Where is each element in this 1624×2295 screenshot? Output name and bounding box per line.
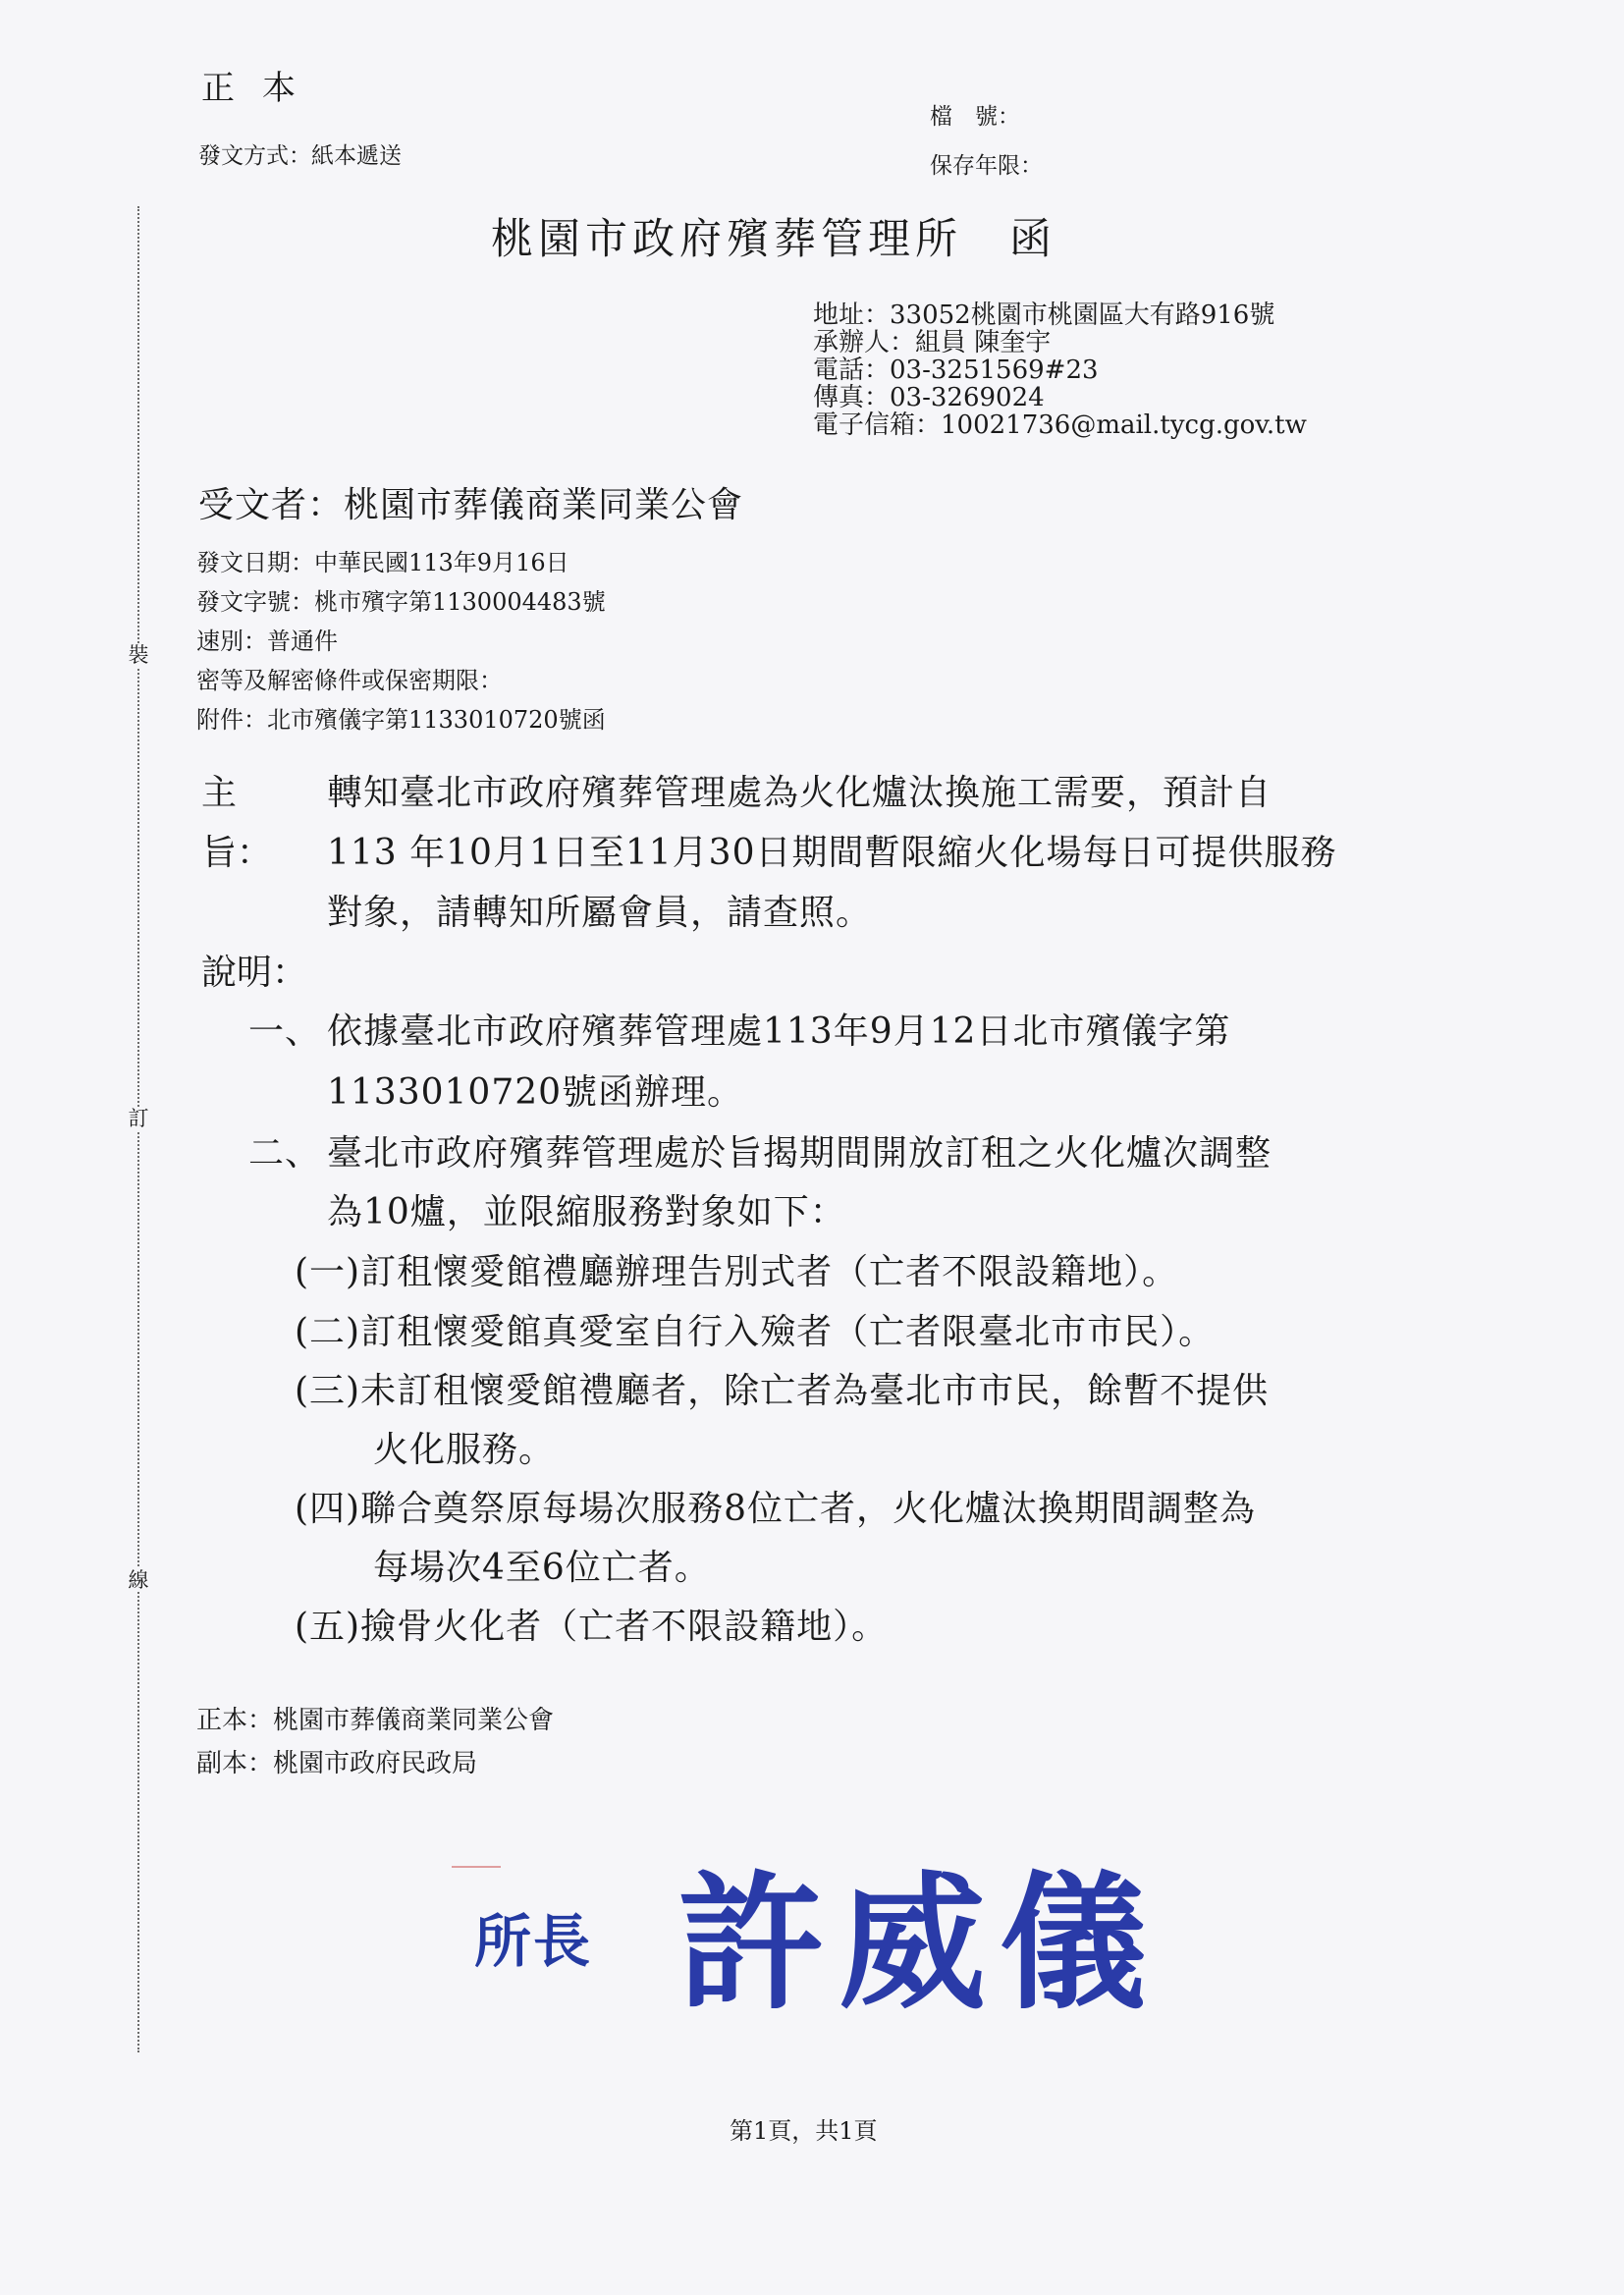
issue-date: 發文日期：中華民國113年9月16日 [196,549,569,576]
copy-type: 正本 [201,69,323,108]
item-2-prefix: 二、 [248,1133,322,1174]
recipient: 受文者：桃園市葬儀商業同業公會 [198,485,744,525]
speed-category: 速別：普通件 [196,628,338,655]
page-number: 第1頁，共1頁 [730,2117,878,2145]
signature-title: 所長 [474,1908,593,1975]
subitem-4-continued: 每場次4至6位亡者。 [373,1548,711,1588]
item-2-line: 臺北市政府殯葬管理處於旨揭期間開放訂租之火化爐次調整 [327,1133,1272,1174]
subject-line: 113 年10月1日至11月30日期間暫限縮火化場每日可提供服務 [327,833,1337,873]
phone: 電話：03-3251569#23 [813,355,1099,385]
binding-mark-xian: 線 [128,1568,149,1592]
subject-line: 轉知臺北市政府殯葬管理處為火化爐汰換施工需要，預計自 [327,773,1272,813]
binding-mark-zhuang: 裝 [128,643,149,667]
subitem-1: (一)訂租懷愛館禮廳辦理告別式者（亡者不限設籍地）。 [295,1252,1179,1292]
file-number-label: 檔 號： [930,104,1020,130]
meta-block [196,543,606,739]
explanation-label: 說明： [201,953,308,993]
send-method: 發文方式：紙本遞送 [198,143,402,169]
email: 電子信箱：10021736@mail.tycg.gov.tw [813,410,1307,440]
fax: 傳真：03-3269024 [813,383,1045,412]
secrecy-level: 密等及解密條件或保密期限： [196,667,503,694]
item-1-line: 依據臺北市政府殯葬管理處113年9月12日北市殯儀字第 [327,1011,1231,1052]
item-1-prefix: 一、 [248,1011,322,1052]
subitem-5: (五)撿骨火化者（亡者不限設籍地）。 [295,1607,889,1647]
subitem-4: (四)聯合奠祭原每場次服務8位亡者，火化爐汰換期間調整為 [295,1489,1256,1529]
signature-stamp: 許威儀 [677,1857,1162,2030]
address: 地址：33052桃園市桃園區大有路916號 [813,301,1275,330]
original-copy: 正本：桃園市葬儀商業同業公會 [196,1706,555,1735]
document-number: 發文字號：桃市殯字第1130004483號 [196,588,606,616]
document-title: 桃園市政府殯葬管理所 函 [491,215,1056,264]
copies-block [196,1699,554,1785]
contact-block [813,301,1307,439]
subitem-2: (二)訂租懷愛館真愛室自行入殮者（亡者限臺北市市民）。 [295,1312,1216,1352]
duplicate-copy: 副本：桃園市政府民政局 [196,1749,478,1778]
handler: 承辦人：組員 陳奎宇 [813,328,1052,357]
item-1-line: 1133010720號函辦理。 [327,1072,744,1113]
binding-mark-ding: 訂 [128,1107,149,1130]
retention-period-label: 保存年限： [930,153,1043,179]
subitem-3: (三)未訂租懷愛館禮廳者，除亡者為臺北市市民，餘暫不提供 [295,1371,1270,1411]
attachment: 附件：北市殯儀字第1133010720號函 [196,706,606,734]
red-ink-mark [452,1866,501,1868]
subject-line: 對象，請轉知所屬會員，請查照。 [327,893,873,933]
subject-label: 主旨： [201,773,273,873]
item-2-line: 為10爐，並限縮服務對象如下： [327,1192,846,1232]
subitem-3-continued: 火化服務。 [373,1430,556,1470]
